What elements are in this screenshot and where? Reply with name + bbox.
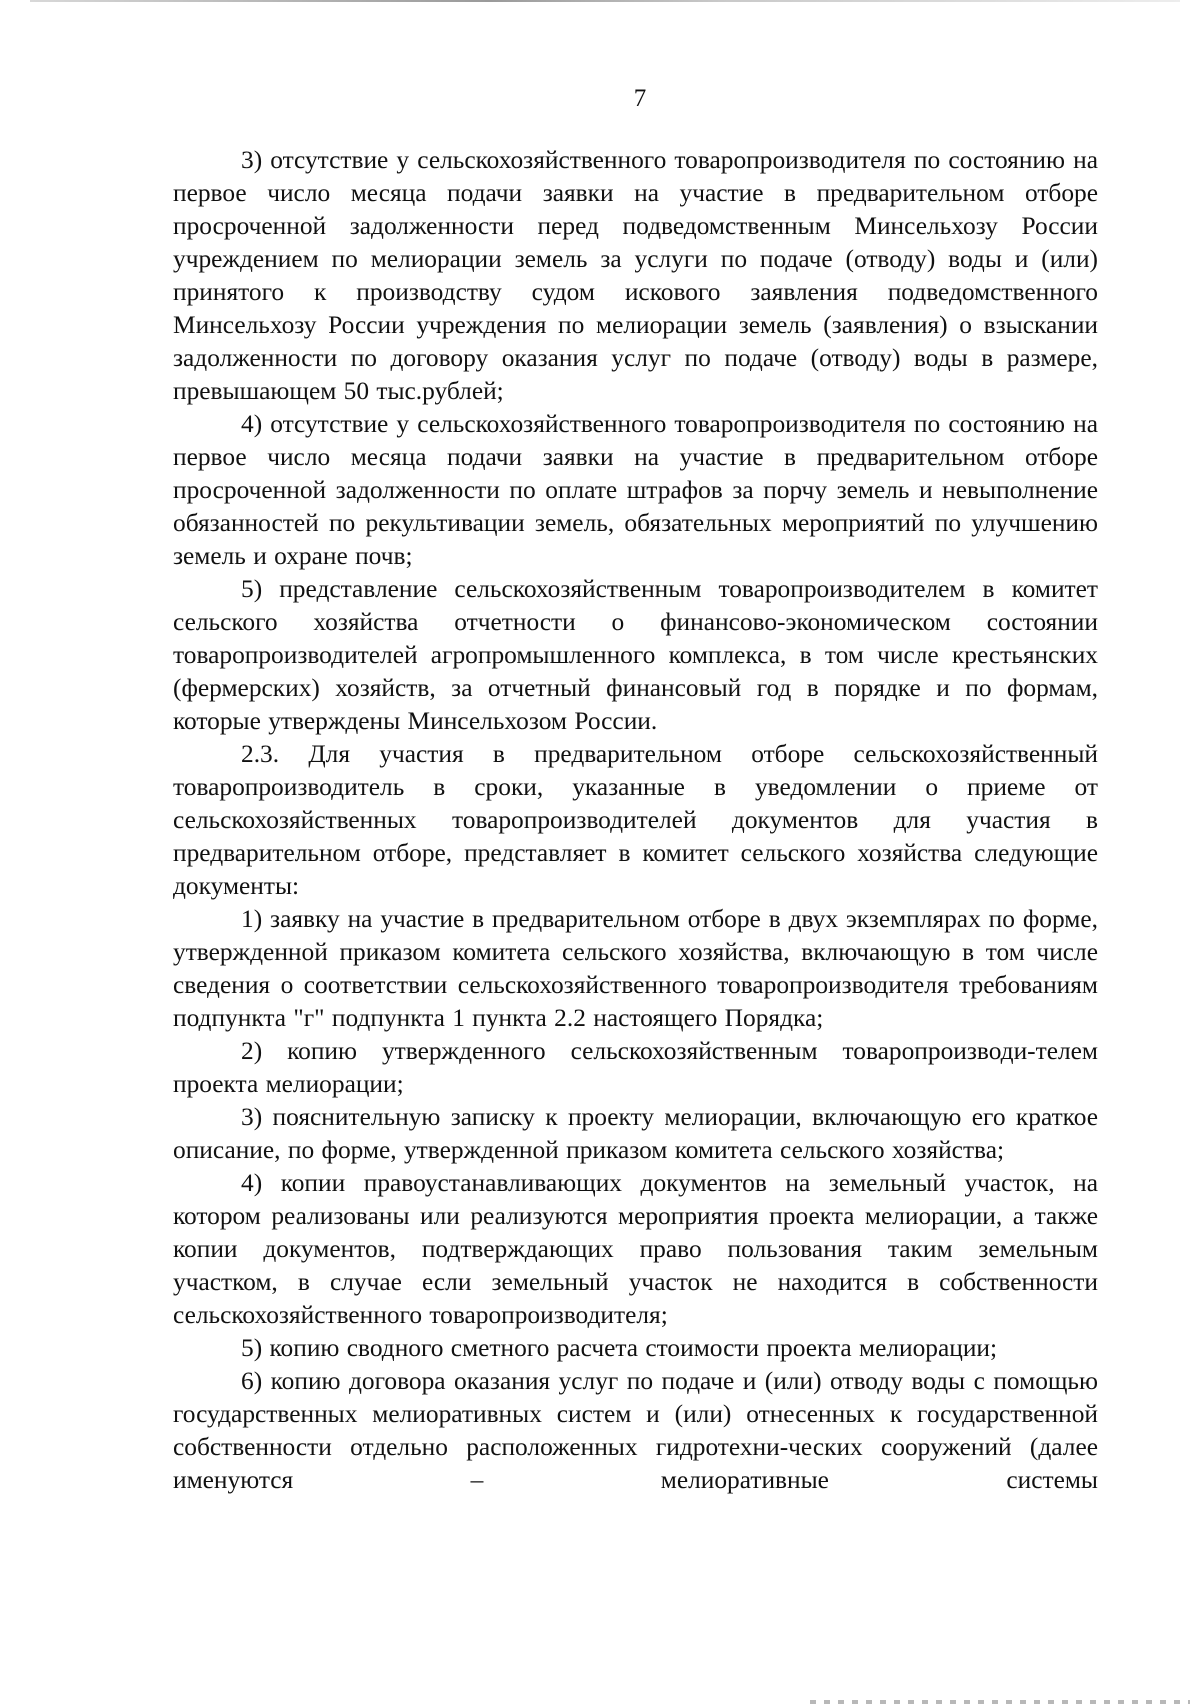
paragraph-doc-5: 5) копию сводного сметного расчета стоимости проекта мелиорации;	[241, 1334, 998, 1362]
paragraph-doc-4: 4) копии правоустанавливающих документов на земельный участок, на котором реализованы или реализуются мероприятия проекта мелиорации, а также копии документов, подтверждающих право пользования таким земельным участком, в случае если земельный участок не находится в собственности сельскохозяйственного товаропроизводителя;	[173, 1169, 1098, 1329]
paragraph-section-2-3: 2.3. Для участия в предварительном отборе сельскохозяйственный товаропроизводитель в сроки, указанные в уведомлении о приеме от сельскохозяйственных товаропроизводителей документов для участия в предварительном отборе, представляет в комитет сельского хозяйства следующие документы:	[173, 740, 1098, 900]
paragraph-doc-3: 3) пояснительную записку к проекту мелиорации, включающую его краткое описание, по форме, утвержденной приказом комитета сельского хозяйства;	[173, 1103, 1098, 1164]
scan-edge-top	[30, 0, 1180, 2]
scan-edge-bottom	[810, 1700, 1190, 1704]
paragraph-item-3: 3) отсутствие у сельскохозяйственного товаропроизводителя по состоянию на первое число месяца подачи заявки на участие в предварительном отборе просроченной задолженности перед подведомственным Минсельхозу России учреждением по мелиорации земель за услуги по подаче (отводу) воды и (или) принятого к производству судом искового заявления подведомственного Минсельхозу России учреждения по мелиорации земель (заявления) о взыскании задолженности по договору оказания услуг по подаче (отводу) воды в размере, превышающем 50 тыс.рублей;	[173, 146, 1098, 405]
document-body	[173, 144, 1098, 1497]
paragraph-item-5: 5) представление сельскохозяйственным товаропроизводителем в комитет сельского хозяйства отчетности о финансово-экономическом состоянии товаропроизводителей агропромышленного комплекса, в том числе крестьянских (фермерских) хозяйств, за отчетный финансовый год в порядке и по формам, которые утверждены Минсельхозом России.	[173, 575, 1098, 735]
page-number: 7	[633, 85, 647, 112]
paragraph-doc-6: 6) копию договора оказания услуг по подаче и (или) отводу воды с помощью государственных мелиоративных систем и (или) отнесенных к государственной собственности отдельно расположенных гидротехни-ческих сооружений (далее именуются – мелиоративные системы	[173, 1367, 1098, 1494]
paragraph-item-4: 4) отсутствие у сельскохозяйственного товаропроизводителя по состоянию на первое число месяца подачи заявки на участие в предварительном отборе просроченной задолженности по оплате штрафов за порчу земель и невыполнение обязанностей по рекультивации земель, обязательных мероприятий по улучшению земель и охране почв;	[173, 410, 1098, 570]
paragraph-doc-1: 1) заявку на участие в предварительном отборе в двух экземплярах по форме, утвержденной приказом комитета сельского хозяйства, включающую в том числе сведения о соответствии сельскохозяйственного товаропроизводителя требованиям подпункта "г" подпункта 1 пункта 2.2 настоящего Порядка;	[173, 905, 1098, 1032]
paragraph-doc-2: 2) копию утвержденного сельскохозяйственным товаропроизводи-телем проекта мелиорации;	[173, 1037, 1098, 1098]
